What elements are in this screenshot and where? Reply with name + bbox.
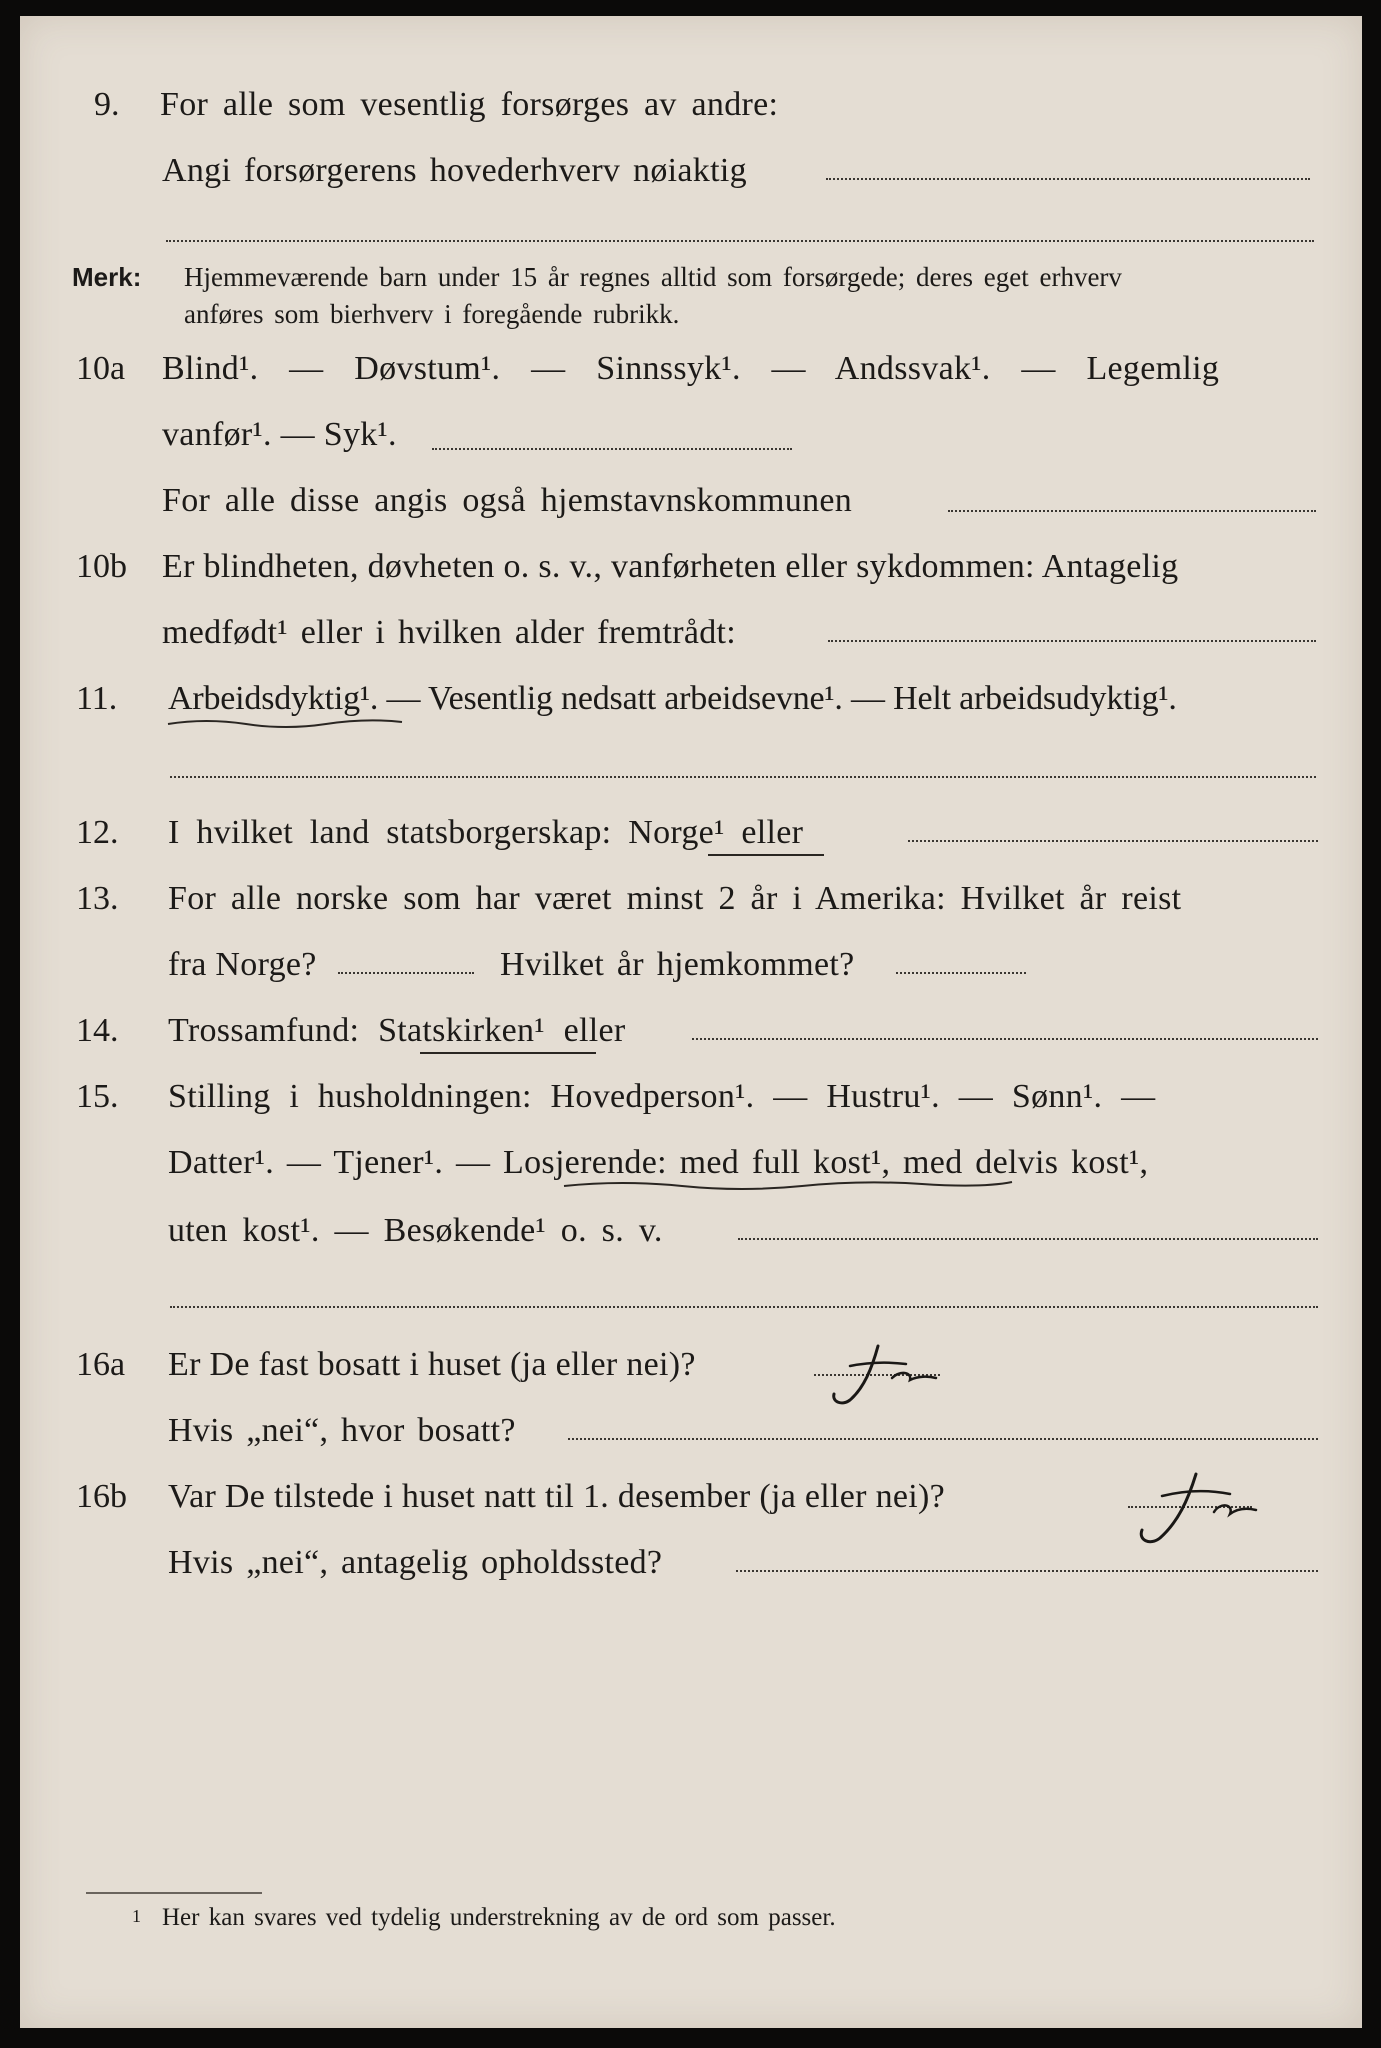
q14-statskirken-underline — [420, 1052, 596, 1054]
q13-return-year-line — [896, 972, 1026, 974]
q15-line2: Datter¹. — Tjener¹. — Losjerende: med full kost¹, med delvis kost¹, — [168, 1144, 1149, 1181]
footnote-text: Her kan svares ved tydelig understrekning av de ord som passer. — [162, 1904, 836, 1931]
merk-line1: Hjemmeværende barn under 15 år regnes alltid som forsørgede; deres eget erhverv — [184, 262, 1122, 292]
merk-line2: anføres som bierhverv i foregående rubrikk. — [184, 299, 680, 329]
q11-line1: Arbeidsdyktig¹. — Vesentlig nedsatt arbeidsevne¹. — Helt arbeidsudyktig¹. — [168, 680, 1177, 717]
q16a-line2: Hvis „nei“, hvor bosatt? — [168, 1412, 516, 1449]
q12-norge-underline — [708, 854, 824, 856]
q10a-sick-answer-line — [432, 448, 792, 450]
q10a-municipality-line — [948, 510, 1316, 512]
q14-answer-line — [692, 1038, 1318, 1040]
q12-answer-line — [908, 840, 1318, 842]
q12-number: 12. — [76, 814, 119, 851]
q16b-line1: Var De tilstede i huset natt til 1. desember (ja eller nei)? — [168, 1478, 946, 1515]
q15-number: 15. — [76, 1078, 119, 1115]
q10b-number: 10b — [76, 548, 127, 585]
footnote-rule — [86, 1892, 262, 1894]
q16b-location-line — [736, 1570, 1318, 1572]
q13-left-year-line — [338, 972, 474, 974]
q9-line1: For alle som vesentlig forsørges av andre: — [160, 86, 779, 123]
q16a-number: 16a — [76, 1346, 126, 1383]
q13-line2a: fra Norge? — [168, 946, 317, 983]
q15-answer-line-2 — [170, 1306, 1318, 1308]
q9-answer-line-2 — [166, 240, 1314, 242]
q13-line2b: Hvilket år hjemkommet? — [500, 946, 855, 983]
q16a-handwritten-answer — [820, 1338, 950, 1418]
q13-number: 13. — [76, 880, 119, 917]
q9-line2: Angi forsørgerens hovederhverv nøiaktig — [162, 152, 747, 189]
q14-number: 14. — [76, 1012, 119, 1049]
q15-answer-line — [738, 1238, 1318, 1240]
q10a-line2: vanfør¹. — Syk¹. — [162, 416, 397, 453]
q16a-line1: Er De fast bosatt i huset (ja eller nei)? — [168, 1346, 696, 1383]
q10b-line2: medfødt¹ eller i hvilken alder fremtrådt: — [162, 614, 737, 651]
q16a-where-line — [568, 1438, 1318, 1440]
q13-line1: For alle norske som har været minst 2 år i Amerika: Hvilket år reist — [168, 880, 1182, 917]
q10b-line1: Er blindheten, døvheten o. s. v., vanførheten eller sykdommen: Antagelig — [162, 548, 1179, 585]
footnote-marker: 1 — [132, 1906, 141, 1926]
q16b-line2: Hvis „nei“, antagelig opholdssted? — [168, 1544, 663, 1581]
q15-line3: uten kost¹. — Besøkende¹ o. s. v. — [168, 1212, 663, 1249]
q10a-line1: Blind¹. — Døvstum¹. — Sinnssyk¹. — Andssvak¹. — Legemlig — [162, 350, 1220, 387]
merk-label: Merk: — [72, 262, 142, 292]
q15-line1: Stilling i husholdningen: Hovedperson¹. — Hustru¹. — Sønn¹. — — [168, 1078, 1156, 1115]
q15-handwritten-underline — [562, 1176, 1014, 1194]
q16b-handwritten-answer — [1130, 1466, 1270, 1556]
census-form-page — [20, 16, 1362, 2028]
q9-answer-line — [826, 178, 1310, 180]
q10a-line3: For alle disse angis også hjemstavnskommunen — [162, 482, 853, 519]
q11-answer-line — [170, 776, 1316, 778]
q9-number: 9. — [94, 86, 120, 123]
q11-number: 11. — [76, 680, 118, 717]
q14-line1: Trossamfund: Statskirken¹ eller — [168, 1012, 626, 1049]
q11-handwritten-underline — [166, 716, 404, 732]
q10a-number: 10a — [76, 350, 126, 387]
q10b-answer-line — [828, 640, 1316, 642]
q12-line1: I hvilket land statsborgerskap: Norge¹ eller — [168, 814, 804, 851]
q16b-number: 16b — [76, 1478, 127, 1515]
